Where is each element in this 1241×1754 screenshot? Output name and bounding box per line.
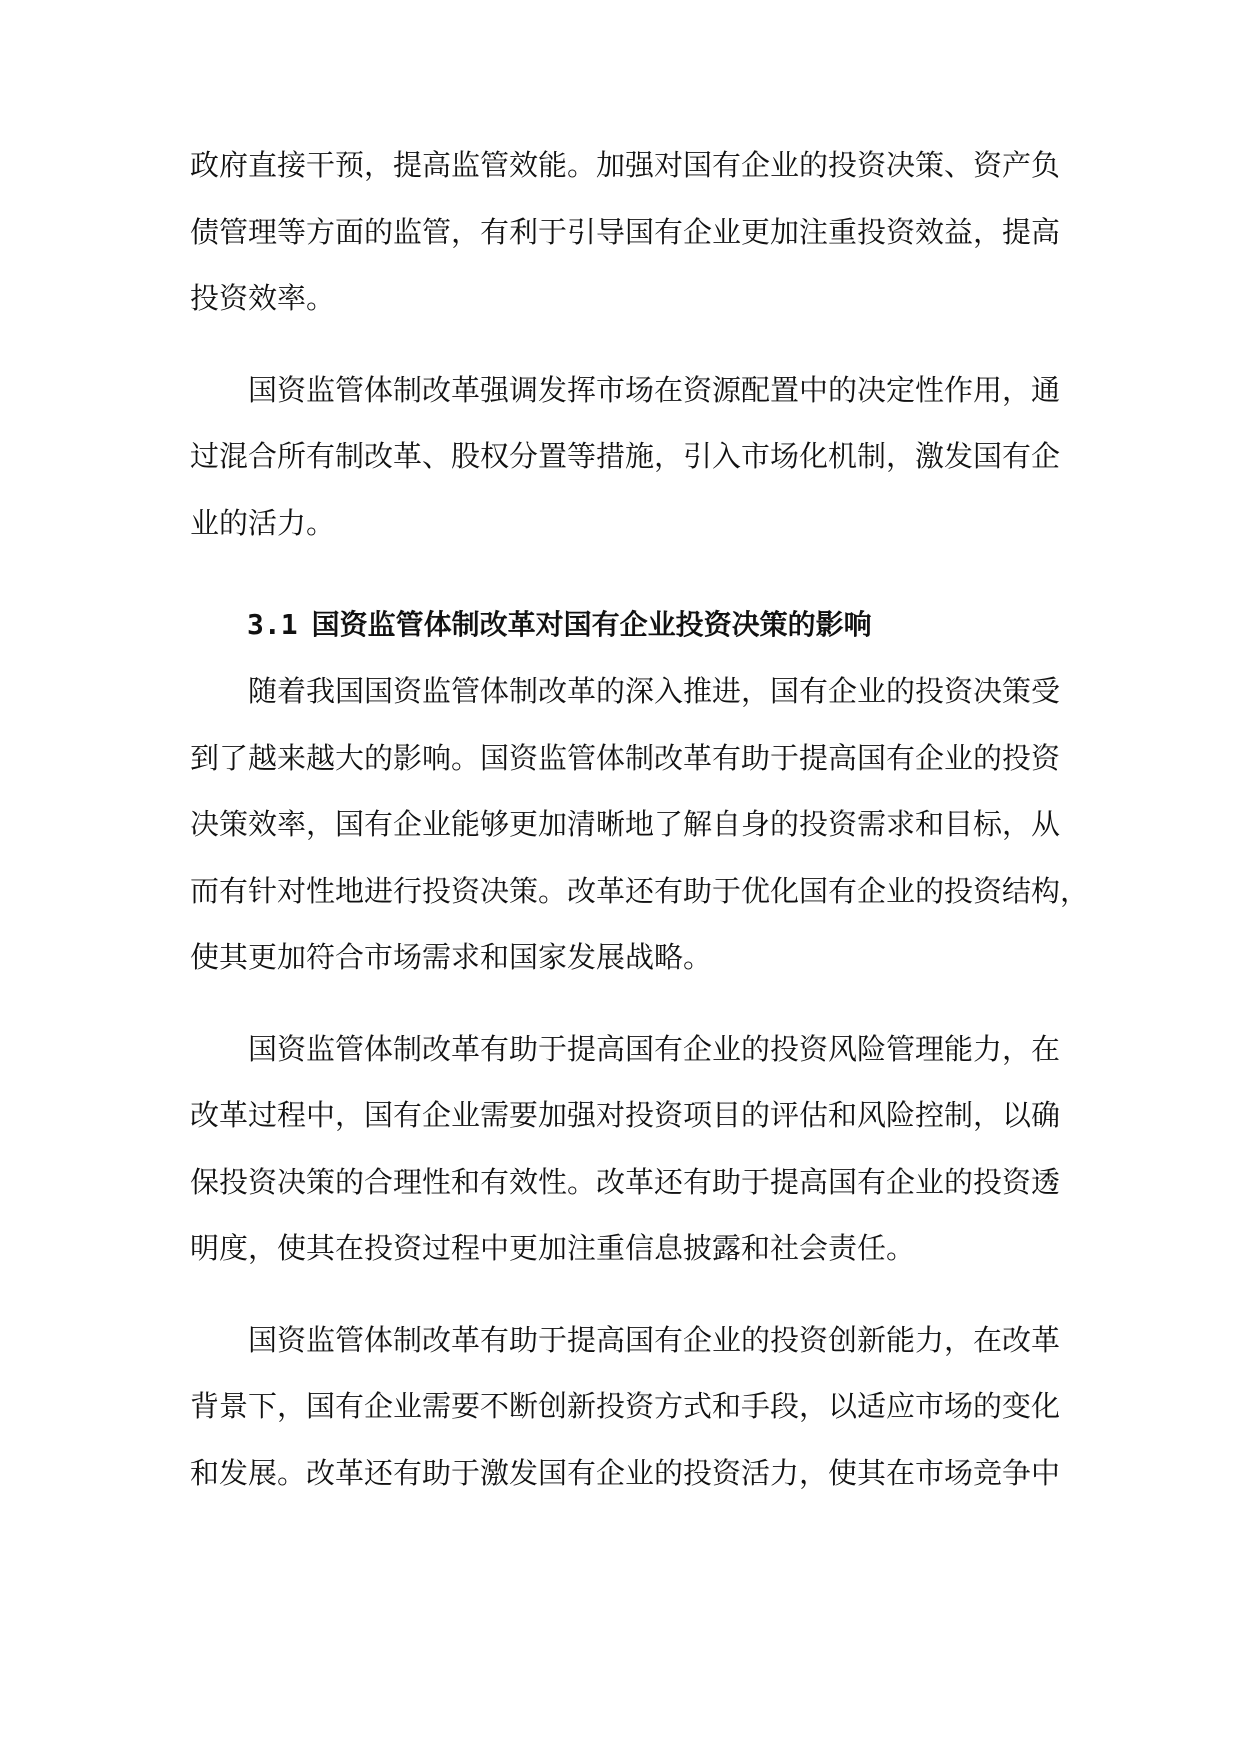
paragraph-line: 使其更加符合市场需求和国家发展战略。 — [190, 940, 713, 974]
paragraph-line: 背景下，国有企业需要不断创新投资方式和手段，以适应市场的变化 — [190, 1389, 1061, 1423]
section-number: 3.1 — [247, 608, 298, 641]
paragraph-innovation — [190, 1307, 1061, 1507]
paragraph-line: 保投资决策的合理性和有效性。改革还有助于提高国有企业的投资透 — [190, 1164, 1061, 1199]
document-page — [190, 132, 1090, 1531]
paragraph-line: 明度，使其在投资过程中更加注重信息披露和社会责任。 — [190, 1231, 916, 1265]
paragraph-line: 投资效率。 — [190, 281, 336, 315]
section-title: 国资监管体制改革对国有企业投资决策的影响 — [311, 608, 872, 641]
paragraph-investment-decision — [190, 658, 1090, 991]
section-heading — [190, 592, 1050, 658]
paragraph-line: 业的活力。 — [190, 505, 336, 540]
paragraph-line: 政府直接干预，提高监管效能。加强对国有企业的投资决策、资产负 — [190, 148, 1061, 182]
paragraph-line: 国资监管体制改革有助于提高国有企业的投资风险管理能力，在 — [248, 1031, 1061, 1066]
paragraph-line: 决策效率，国有企业能够更加清晰地了解自身的投资需求和目标，从 — [190, 807, 1061, 841]
paragraph-continuation — [190, 132, 1061, 332]
paragraph-line: 到了越来越大的影响。国资监管体制改革有助于提高国有企业的投资 — [190, 740, 1061, 775]
paragraph-line: 和发展。改革还有助于激发国有企业的投资活力，使其在市场竞争中 — [190, 1455, 1061, 1490]
paragraph-line: 随着我国国资监管体制改革的深入推进，国有企业的投资决策受 — [248, 674, 1061, 708]
paragraph-line: 而有针对性地进行投资决策。改革还有助于优化国有企业的投资结构， — [190, 873, 1090, 908]
paragraph-line: 国资监管体制改革强调发挥市场在资源配置中的决定性作用，通 — [248, 372, 1061, 407]
paragraph-line: 过混合所有制改革、股权分置等措施，引入市场化机制，激发国有企 — [190, 439, 1061, 473]
paragraph-line: 国资监管体制改革有助于提高国有企业的投资创新能力，在改革 — [248, 1322, 1061, 1357]
paragraph-market-mechanism — [190, 357, 1061, 557]
paragraph-risk-management — [190, 1016, 1061, 1282]
paragraph-line: 改革过程中，国有企业需要加强对投资项目的评估和风险控制，以确 — [190, 1098, 1061, 1132]
paragraph-line: 债管理等方面的监管，有利于引导国有企业更加注重投资效益，提高 — [190, 214, 1061, 249]
